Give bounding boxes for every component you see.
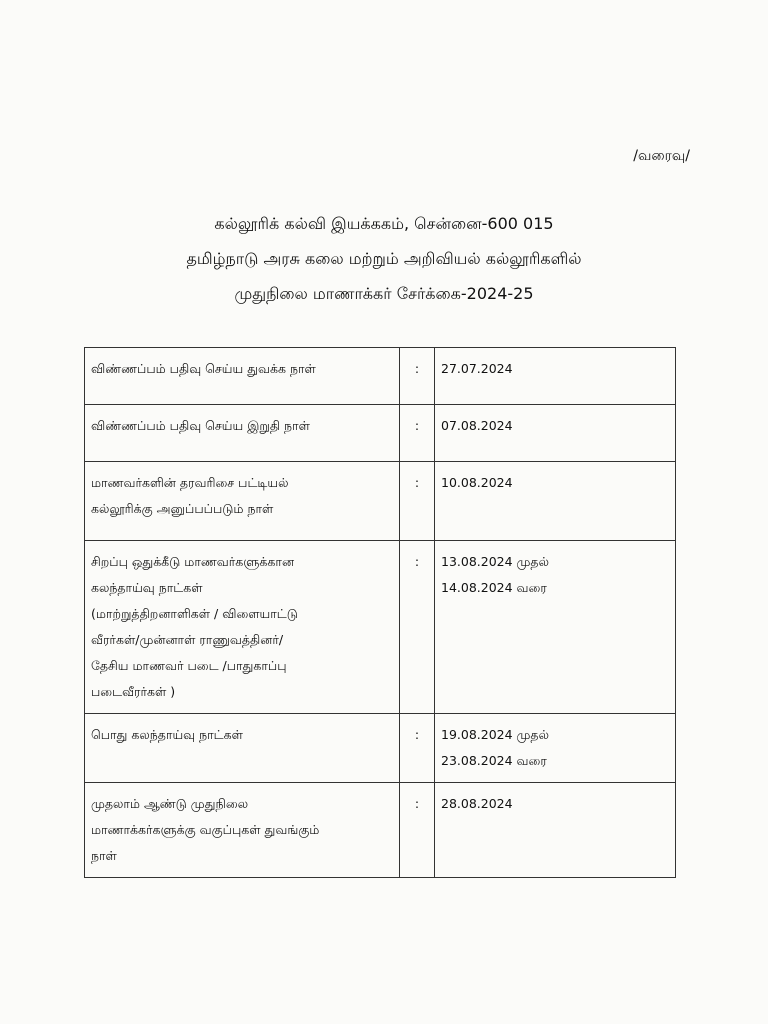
- event-date: [435, 783, 676, 878]
- event-label-line: வீரர்கள்/முன்னாள் ராணுவத்தினர்/: [91, 632, 284, 647]
- event-label-line: மாணவர்களின் தரவரிசை பட்டியல்: [91, 475, 289, 490]
- event-label-line: விண்ணப்பம் பதிவு செய்ய துவக்க நாள்: [91, 361, 316, 376]
- table-row: [85, 462, 676, 541]
- table-row: [85, 405, 676, 462]
- header-colleges: தமிழ்நாடு அரசு கலை மற்றும் அறிவியல் கல்லூரிகளில்: [186, 249, 582, 268]
- event-label: [85, 405, 400, 462]
- event-label-line: முதலாம் ஆண்டு முதுநிலை: [91, 796, 249, 811]
- event-date-line: 07.08.2024: [441, 418, 513, 433]
- event-label-line: படைவீரர்கள் ): [91, 684, 176, 699]
- event-label-line: சிறப்பு ஒதுக்கீடு மாணவர்களுக்கான: [91, 554, 295, 569]
- event-label: [85, 541, 400, 714]
- header-directorate: கல்லூரிக் கல்வி இயக்ககம், சென்னை-600 015: [214, 214, 554, 233]
- event-label-line: தேசிய மாணவர் படை /பாதுகாப்பு: [91, 658, 287, 673]
- event-label-line: கல்லூரிக்கு அனுப்பப்படும் நாள்: [91, 501, 274, 516]
- table-row: [85, 714, 676, 783]
- draft-mark: /வரைவு/: [633, 148, 690, 164]
- event-label: [85, 348, 400, 405]
- event-date: [435, 405, 676, 462]
- separator: :: [400, 783, 435, 878]
- event-label: [85, 462, 400, 541]
- event-date-line: 10.08.2024: [441, 475, 513, 490]
- event-label-line: விண்ணப்பம் பதிவு செய்ய இறுதி நாள்: [91, 418, 310, 433]
- separator: :: [400, 714, 435, 783]
- document-header: [0, 214, 768, 319]
- event-date: [435, 348, 676, 405]
- event-date: [435, 462, 676, 541]
- event-date: [435, 714, 676, 783]
- event-label-line: (மாற்றுத்திறனாளிகள் / விளையாட்டு: [91, 606, 298, 621]
- separator: :: [400, 405, 435, 462]
- separator: :: [400, 462, 435, 541]
- event-date-line: 27.07.2024: [441, 361, 513, 376]
- event-label-line: மாணாக்கர்களுக்கு வகுப்புகள் துவங்கும்: [91, 822, 320, 837]
- event-label: [85, 714, 400, 783]
- event-date-line: 14.08.2024 வரை: [441, 580, 547, 595]
- event-date-line: 19.08.2024 முதல்: [441, 727, 549, 742]
- event-label-line: நாள்: [91, 848, 117, 863]
- table-row: [85, 348, 676, 405]
- event-date-line: 23.08.2024 வரை: [441, 753, 547, 768]
- table-row: [85, 541, 676, 714]
- separator: :: [400, 348, 435, 405]
- event-date: [435, 541, 676, 714]
- event-label-line: பொது கலந்தாய்வு நாட்கள்: [91, 727, 243, 742]
- schedule-table: [84, 347, 676, 878]
- header-admission: முதுநிலை மாணாக்கர் சேர்க்கை-2024-25: [234, 284, 534, 303]
- event-date-line: 28.08.2024: [441, 796, 513, 811]
- event-label-line: கலந்தாய்வு நாட்கள்: [91, 580, 203, 595]
- separator: :: [400, 541, 435, 714]
- event-label: [85, 783, 400, 878]
- table-row: [85, 783, 676, 878]
- event-date-line: 13.08.2024 முதல்: [441, 554, 549, 569]
